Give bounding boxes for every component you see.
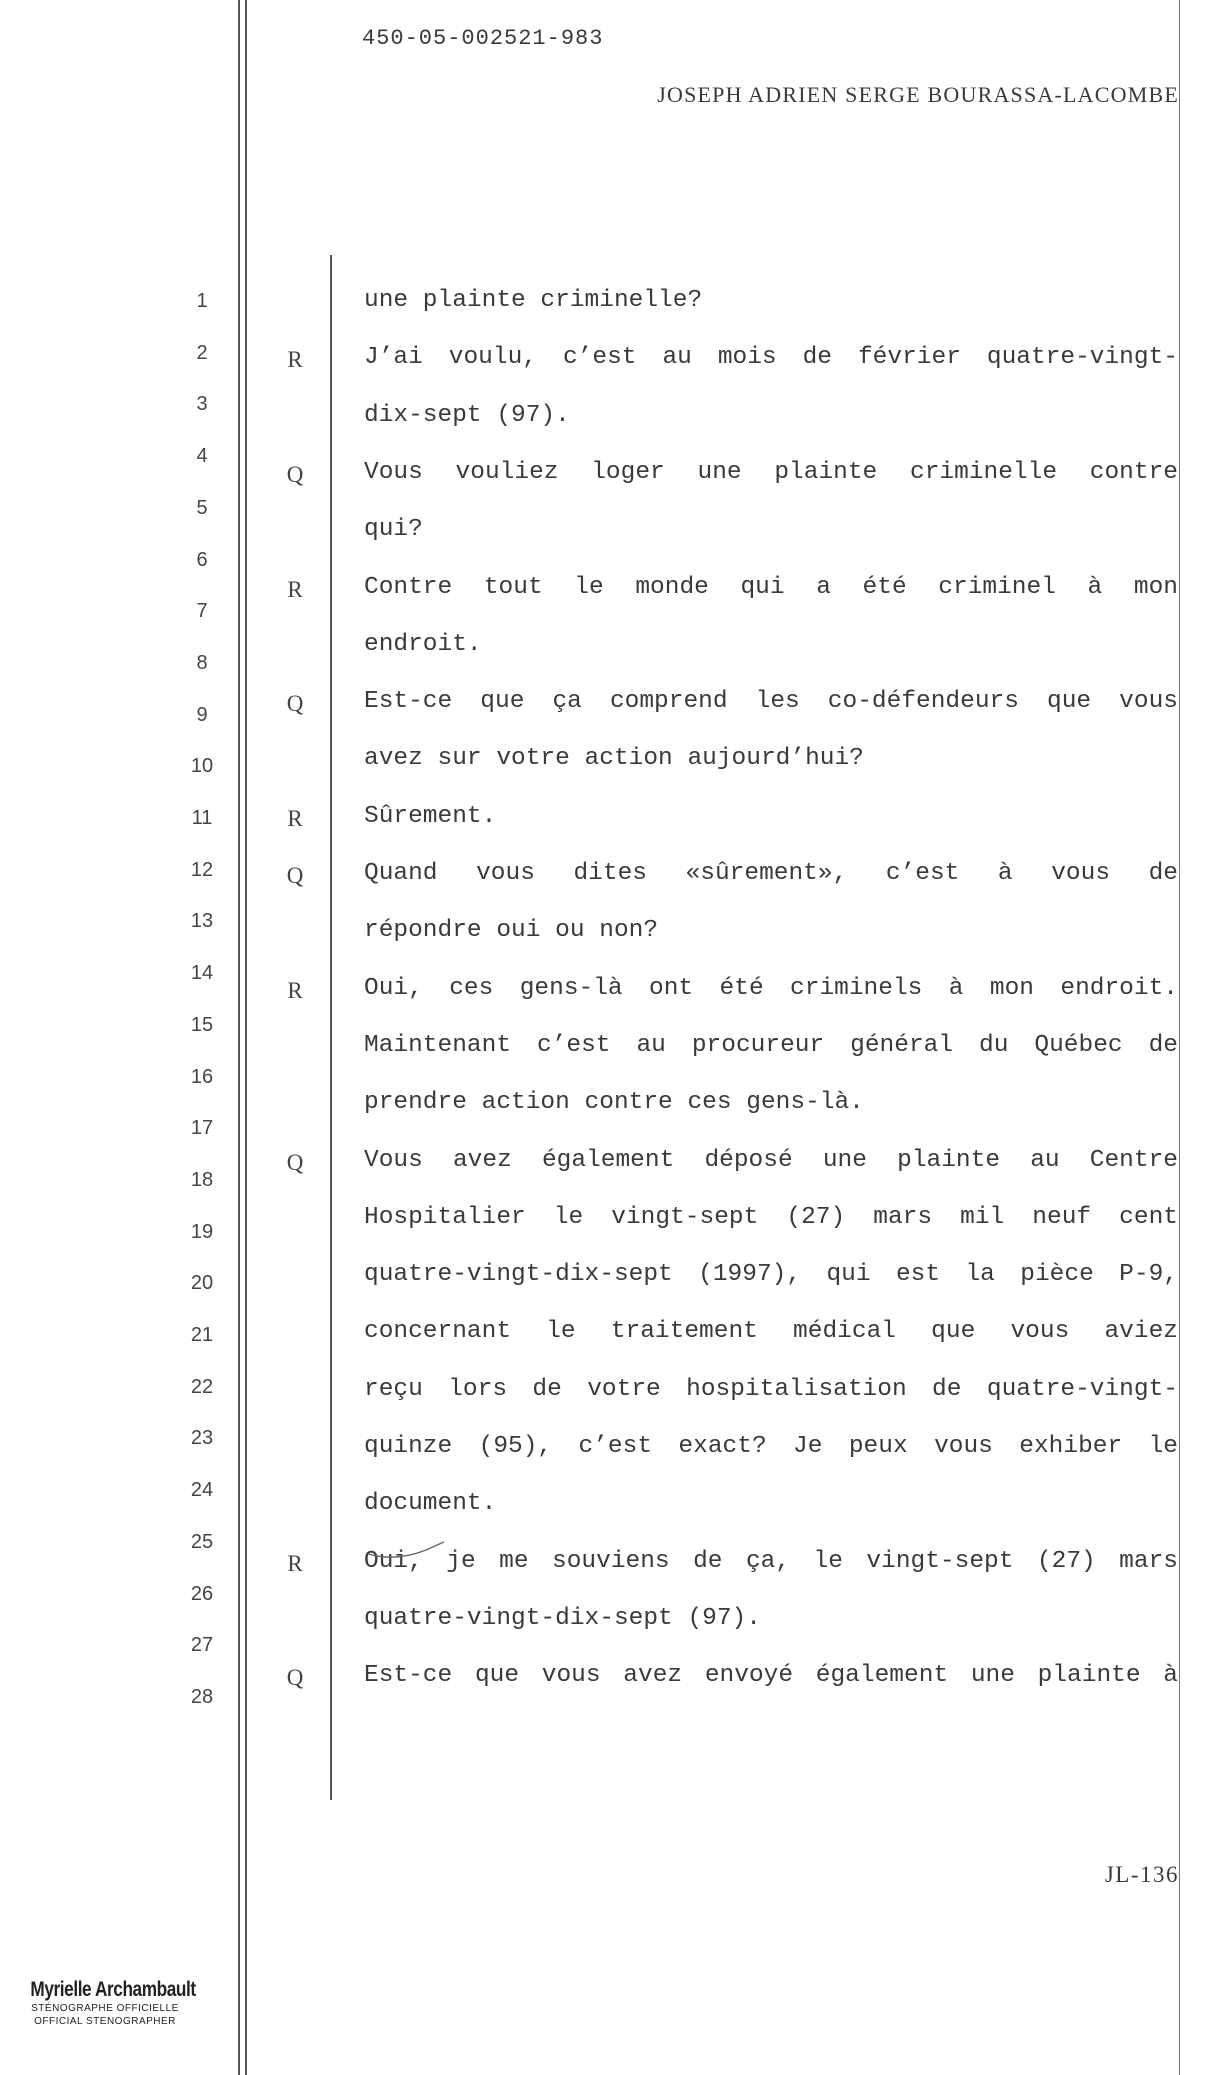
line-number: 17 bbox=[190, 1117, 214, 1140]
line-number: 19 bbox=[190, 1220, 214, 1243]
transcript-line: Contre tout le monde qui a été criminel à mon bbox=[364, 573, 1178, 601]
transcript-line: Hospitalier le vingt-sept (27) mars mil neuf cent bbox=[364, 1203, 1178, 1231]
transcript-line: une plainte criminelle? bbox=[364, 287, 703, 314]
transcript-line: Oui, ces gens-là ont été criminels à mon endroit. bbox=[364, 974, 1178, 1002]
line-number: 24 bbox=[190, 1479, 214, 1502]
line-number: 20 bbox=[190, 1272, 214, 1295]
transcript-line: Quand vous dites «sûrement», c’est à vous de bbox=[364, 860, 1178, 887]
speaker-marker: R bbox=[287, 347, 303, 373]
page-identifier: JL-136 bbox=[1104, 1862, 1179, 1887]
line-number: 18 bbox=[190, 1168, 214, 1191]
transcript-line: Est-ce que vous avez envoyé également une plainte à bbox=[364, 1662, 1178, 1690]
line-number: 21 bbox=[190, 1324, 214, 1346]
transcript-line: prendre action contre ces gens-là. bbox=[364, 1089, 864, 1117]
transcript-line: Vous vouliez loger une plainte criminelle contre bbox=[364, 458, 1178, 486]
transcript-line: répondre oui ou non? bbox=[364, 917, 659, 945]
witness-name: JOSEPH ADRIEN SERGE BOURASSA-LACOMBE bbox=[657, 82, 1179, 107]
transcript-line: endroit. bbox=[364, 630, 482, 658]
stamp-title-fr: STÉNOGRAPHE OFFICIELLE bbox=[31, 2003, 179, 2014]
transcript-line: quatre-vingt-dix-sept (1997), qui est la pièce P-9, bbox=[364, 1261, 1178, 1289]
line-number: 22 bbox=[190, 1375, 214, 1398]
line-number: 6 bbox=[196, 548, 208, 571]
line-number: 26 bbox=[190, 1582, 214, 1605]
line-number: 12 bbox=[190, 858, 214, 881]
transcript-line: Vous avez également déposé une plainte au Centre bbox=[364, 1146, 1178, 1174]
speaker-marker: Q bbox=[286, 691, 304, 717]
transcript-line: Maintenant c’est au procureur général du Québec de bbox=[364, 1031, 1178, 1059]
stamp-name: Myrielle Archambault bbox=[30, 1978, 196, 2001]
speaker-marker: Q bbox=[286, 461, 304, 487]
speaker-marker: Q bbox=[286, 1149, 304, 1175]
left-margin-rule-outer bbox=[238, 0, 240, 2075]
line-number: 3 bbox=[196, 393, 208, 416]
transcript-line: Sûrement. bbox=[364, 802, 497, 830]
transcript-line: concernant le traitement médical que vous aviez bbox=[364, 1318, 1178, 1346]
line-number: 2 bbox=[196, 341, 208, 364]
pen-mark-icon bbox=[366, 1540, 456, 1564]
case-number: 450-05-002521-983 bbox=[362, 26, 604, 51]
line-number: 14 bbox=[190, 962, 214, 985]
line-number: 16 bbox=[190, 1065, 214, 1088]
line-number: 13 bbox=[190, 910, 214, 933]
transcript-line: quatre-vingt-dix-sept (97). bbox=[364, 1604, 761, 1632]
line-number: 25 bbox=[190, 1530, 214, 1553]
stenographer-stamp bbox=[14, 1978, 196, 2028]
speaker-marker: R bbox=[287, 1550, 303, 1576]
line-number: 7 bbox=[196, 600, 208, 623]
speaker-marker: Q bbox=[286, 1665, 304, 1691]
line-number: 1 bbox=[196, 290, 208, 312]
line-number: 4 bbox=[196, 445, 208, 468]
transcript-line: avez sur votre action aujourd’hui? bbox=[364, 745, 864, 773]
transcript-line: reçu lors de votre hospitalisation de quatre-vingt- bbox=[364, 1375, 1178, 1403]
transcript-line: quinze (95), c’est exact? Je peux vous exhiber le bbox=[364, 1433, 1178, 1460]
stamp-title-en: OFFICIAL STENOGRAPHER bbox=[34, 2016, 176, 2027]
speaker-marker: R bbox=[287, 576, 303, 602]
right-margin-rule bbox=[1179, 0, 1180, 2075]
speaker-marker: Q bbox=[286, 863, 304, 888]
line-number: 28 bbox=[190, 1685, 214, 1708]
line-number: 10 bbox=[190, 755, 214, 778]
line-number: 9 bbox=[196, 703, 208, 726]
line-number: 11 bbox=[191, 807, 213, 829]
transcript-line: dix-sept (97). bbox=[364, 401, 570, 429]
transcript-line: document. bbox=[364, 1490, 497, 1518]
transcript-line: qui? bbox=[364, 516, 423, 544]
left-margin-rule-inner bbox=[245, 0, 247, 2075]
line-number: 23 bbox=[190, 1427, 214, 1450]
line-number: 15 bbox=[190, 1013, 214, 1036]
transcript-line: Oui, je me souviens de ça, le vingt-sept (27) mars bbox=[364, 1547, 1178, 1575]
line-number: 8 bbox=[196, 651, 208, 674]
speaker-column-rule bbox=[330, 255, 332, 1800]
transcript-line: J’ai voulu, c’est au mois de février quatre-vingt- bbox=[364, 344, 1178, 372]
speaker-marker: R bbox=[287, 977, 303, 1003]
transcript-line: Est-ce que ça comprend les co-défendeurs que vous bbox=[364, 688, 1178, 716]
line-number: 27 bbox=[190, 1634, 214, 1657]
line-number: 5 bbox=[196, 496, 208, 519]
speaker-marker: R bbox=[287, 805, 303, 831]
